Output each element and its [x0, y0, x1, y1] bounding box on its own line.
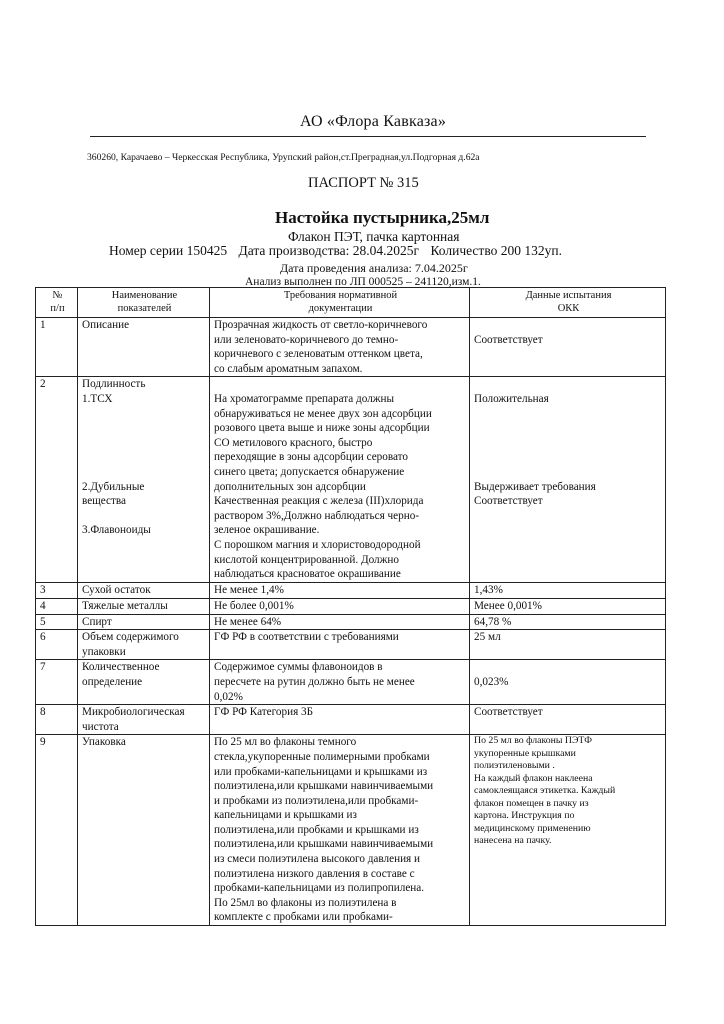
cell-indicator: Сухой остаток [78, 583, 210, 599]
cell-indicator: Тяжелые металлы [78, 598, 210, 614]
cell-indicator: Упаковка [78, 735, 210, 926]
table-row [36, 630, 666, 660]
cell-requirements: По 25 мл во флаконы темного стекла,укупоренные полимерными пробками или пробками-капельницами и крышками из полиэтилена,или крышками навинчиваемыми и пробками из полиэтилена,или пробками- капельницами и крышками из полиэтилена,или пробками и крышками из полиэтилена,или крышками навинчиваемыми из смеси полиэтилена высокого давления и полиэтилена низкого давления в составе с пробками-капельницами из полипропилена. По 25мл во флаконы из полиэтилена в комплекте с пробками или пробками- [210, 735, 470, 926]
cell-requirements: На хроматограмме препарата должны обнаруживаться не менее двух зон адсорбции розового цвета выше и ниже зоны адсорбции СО метилового красного, быстро переходящие в зоны адсорбции серовато синего цвета; допускается обнаружение дополнительных зон адсорбции Качественная реакция с железа (III)хлорида раствором 3%,Должно наблюдаться черно- зеленое окрашивание. С порошком магния и хлористоводородной кислотой концентрированной. Должно наблюдаться красноватое окрашивание [210, 377, 470, 583]
cell-indicator: Количественное определение [78, 660, 210, 705]
cell-num: 4 [36, 598, 78, 614]
cell-indicator: Описание [78, 318, 210, 377]
cell-requirements: Не более 0,001% [210, 598, 470, 614]
batch-number: Номер серии 150425 [109, 243, 228, 258]
container-description: Флакон ПЭТ, пачка картонная [288, 229, 460, 244]
header-requirements: Требования нормативной документации [210, 288, 470, 318]
cell-indicator: Микробиологическая чистота [78, 705, 210, 735]
header-indicator: Наименование показателей [78, 288, 210, 318]
cell-requirements: Содержимое суммы флавоноидов в пересчете на рутин должно быть не менее 0,02% [210, 660, 470, 705]
quantity: Количество 200 132уп. [430, 243, 562, 258]
analysis-method: Анализ выполнен по ЛП 000525 – 241120,изм.1. [245, 276, 481, 288]
cell-indicator: Объем содержимого упаковки [78, 630, 210, 660]
analysis-date: Дата проведения анализа: 7.04.2025г [280, 261, 468, 275]
cell-results: Соответствует [470, 318, 666, 377]
company-address: 360260, Карачаево – Черкесская Республика, Урупский район,ст.Преградная,ул.Подгорная д.62а [87, 152, 480, 163]
cell-results: Менее 0,001% [470, 598, 666, 614]
table-row [36, 377, 666, 583]
table-row [36, 660, 666, 705]
passport-title: ПАСПОРТ № 315 [308, 175, 419, 191]
cell-num: 3 [36, 583, 78, 599]
cell-results: Положительная Выдерживает требования Соответствует [470, 377, 666, 583]
cell-results: 25 мл [470, 630, 666, 660]
product-name: Настойка пустырника,25мл [275, 208, 490, 227]
specification-table [35, 287, 666, 926]
cell-requirements: ГФ РФ Категория 3Б [210, 705, 470, 735]
cell-indicator: Подлинность 1.ТСХ 2.Дубильные вещества 3.Флавоноиды [78, 377, 210, 583]
table-row [36, 583, 666, 599]
cell-num: 9 [36, 735, 78, 926]
cell-num: 5 [36, 614, 78, 630]
cell-requirements: Не менее 64% [210, 614, 470, 630]
table-row [36, 705, 666, 735]
cell-results: 64,78 % [470, 614, 666, 630]
company-name: АО «Флора Кавказа» [300, 113, 447, 130]
cell-requirements: Не менее 1,4% [210, 583, 470, 599]
cell-num: 7 [36, 660, 78, 705]
header-num: № п/п [36, 288, 78, 318]
header-results: Данные испытания ОКК [470, 288, 666, 318]
cell-results: Соответствует [470, 705, 666, 735]
table-header-row [36, 288, 666, 318]
cell-requirements: ГФ РФ в соответствии с требованиями [210, 630, 470, 660]
production-date: Дата производства: 28.04.2025г [238, 243, 420, 258]
batch-info-line [109, 243, 570, 259]
cell-requirements: Прозрачная жидкость от светло-коричневого или зеленовато-коричневого до темно- коричневого с зеленоватым оттенком цвета, со слабым ароматным запахом. [210, 318, 470, 377]
table-row [36, 735, 666, 926]
cell-indicator: Спирт [78, 614, 210, 630]
table-row [36, 598, 666, 614]
cell-results: По 25 мл во флаконы ПЭТФ укупоренные крышками полиэтиленовыми . На каждый флакон наклеена самоклеящаяся этикетка. Каждый флакон помещен в пачку из картона. Инструкция по медицинскому применению нанесена на пачку. [470, 735, 666, 926]
cell-num: 1 [36, 318, 78, 377]
cell-num: 6 [36, 630, 78, 660]
header-divider [90, 136, 646, 137]
table-row [36, 318, 666, 377]
table-body [36, 318, 666, 926]
cell-num: 2 [36, 377, 78, 583]
table-row [36, 614, 666, 630]
cell-num: 8 [36, 705, 78, 735]
cell-results: 0,023% [470, 660, 666, 705]
cell-results: 1,43% [470, 583, 666, 599]
